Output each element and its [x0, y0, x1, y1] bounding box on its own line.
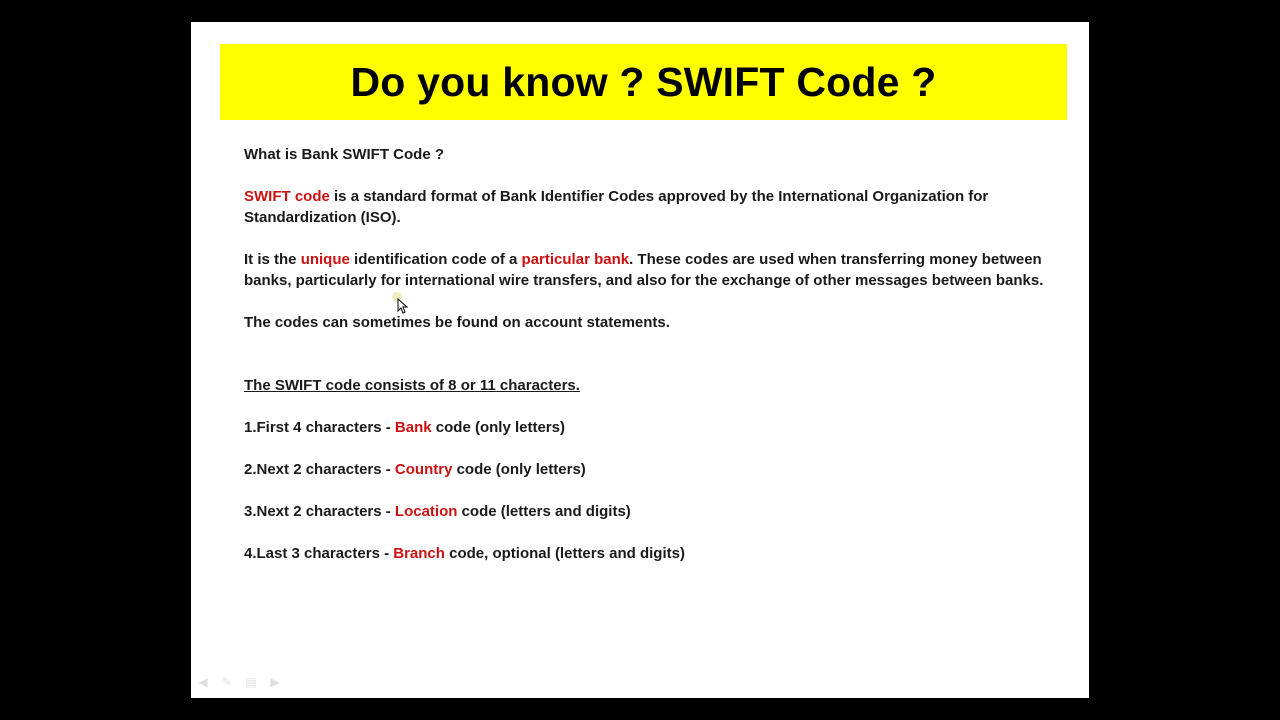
text-span: . These codes are used when transferring money between banks, particularly for international wire transfers, and also for the exchange of other messages between banks.	[244, 251, 1044, 289]
item-highlight: Bank	[394, 419, 432, 436]
list-heading: The SWIFT code consists of 8 or 11 characters.	[244, 377, 580, 394]
item-suffix: code (only letters)	[452, 461, 586, 478]
item-suffix: code (letters and digits)	[457, 503, 631, 520]
pen-icon[interactable]: ✎	[221, 675, 233, 689]
text-span: It is the	[244, 251, 301, 268]
question-text: What is Bank SWIFT Code ?	[244, 146, 445, 163]
list-item-branch	[244, 543, 1074, 564]
item-prefix: 3.Next 2 characters -	[244, 503, 395, 520]
term-particular-bank: particular bank	[521, 251, 630, 268]
paragraph-swift-definition	[244, 186, 1074, 228]
item-suffix: code (only letters)	[431, 419, 565, 436]
text-span: identification code of a	[349, 251, 522, 268]
menu-icon[interactable]: ▤	[245, 675, 257, 689]
slide-body	[244, 144, 1074, 564]
slide	[191, 22, 1089, 698]
item-suffix: code, optional (letters and digits)	[444, 545, 685, 562]
item-highlight: Branch	[393, 545, 445, 562]
slideshow-toolbar	[195, 674, 283, 690]
arrow-left-icon[interactable]: ◀	[198, 675, 208, 689]
term-swift-code: SWIFT code	[244, 188, 330, 205]
item-prefix: 4.Last 3 characters -	[244, 545, 394, 562]
arrow-right-icon[interactable]: ▶	[270, 675, 280, 689]
paragraph-unique-code	[244, 249, 1074, 291]
paragraph-statements: The codes can sometimes be found on account statements.	[244, 314, 670, 331]
definition-text: is a standard format of Bank Identifier Codes approved by the International Organization for Standardization (ISO).	[244, 188, 989, 226]
item-highlight: Location	[394, 503, 458, 520]
title-banner	[220, 44, 1067, 120]
slide-title: Do you know ? SWIFT Code ?	[350, 58, 937, 105]
term-unique: unique	[300, 251, 350, 268]
list-item-bank	[244, 417, 1074, 438]
list-item-location	[244, 501, 1074, 522]
item-highlight: Country	[394, 461, 453, 478]
item-prefix: 1.First 4 characters -	[244, 419, 395, 436]
mouse-cursor-icon	[397, 298, 409, 314]
list-item-country	[244, 459, 1074, 480]
item-prefix: 2.Next 2 characters -	[244, 461, 395, 478]
